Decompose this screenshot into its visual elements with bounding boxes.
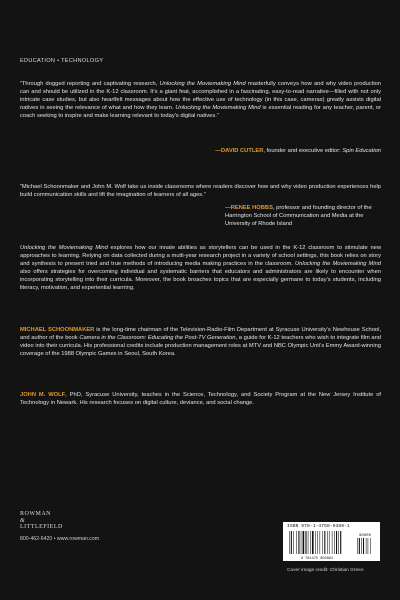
isbn-text: ISBN 978-1-4758-0389-1	[287, 524, 350, 529]
barcode-bar	[357, 538, 358, 554]
barcode-bar	[322, 531, 323, 554]
author-name: MICHAEL SCHOONMAKER	[20, 327, 95, 333]
book-title: Unlocking the Moviemaking Mind	[175, 105, 261, 112]
barcode-bar	[340, 531, 341, 554]
barcode-bar	[315, 531, 316, 554]
barcode-bar	[289, 531, 290, 554]
barcode-bar	[359, 538, 360, 554]
quote-cutler-attribution: —DAVID CUTLER, founder and executive editor: Spin Education	[215, 148, 381, 154]
barcode-bar	[317, 531, 318, 554]
category-label: EDUCATION • TECHNOLOGY	[20, 58, 104, 64]
barcode-bar	[305, 531, 306, 554]
barcode-bar	[334, 531, 335, 554]
publisher-contact: 800-462-6420 • www.rowman.com	[20, 536, 100, 542]
barcode-bar	[301, 531, 302, 554]
price-code: 90000	[358, 534, 372, 538]
barcode-bar	[368, 538, 369, 554]
barcode-bar	[338, 531, 339, 554]
barcode-bar	[329, 531, 330, 554]
quote-hobbs-attribution: —RENEE HOBBS, professor and founding director of the Harrington School of Communication and Media at the University of Rhode Island	[225, 205, 372, 228]
barcode-bar	[336, 531, 337, 554]
quote-cutler: “Through dogged reporting and captivating research, Unlocking the Moviemaking Mind masterfully conveys how and why video production can and should be utilized in the K-12 classroom. It’s a giant feat, accomplished in a fascinating, easy-to-read narrative—filled with not only intricate case studies, but also heartfelt messages about how the effective use of technology (in this case, cameras) greatly assists digital natives in seeing the relevance of what and how they learn. Unlocking the Moviemaking Mind is essential reading for any teacher, parent, or coach seeking to inspire and make learning relevant to today’s digital natives.”	[20, 81, 382, 120]
publisher-logo: ROWMAN & LITTLEFIELD	[20, 511, 63, 531]
barcode-bar	[303, 531, 305, 554]
barcode-panel	[283, 522, 380, 561]
book-description: Unlocking the Moviemaking Mind explores how our innate abilities as storytellers can be used in the K-12 classroom to stimulate new approaches to learning. Relying on data collected during a multi-year research project in a variety of school settings, this book relies on story and synthesis to present tried and true methods of introducing media making practices in the classroom. Unlocking the Moviemaking Mind also offers strategies for overcoming individual and systematic barriers that educators and administrators are likely to encounter when incorporating storytelling into their curricula. Moreover, the book broaches topics that are especially germane to today’s students, including literacy, motivation, and experiential learning.	[20, 245, 381, 292]
barcode-bar	[293, 531, 294, 554]
author-bio-wolf: JOHN M. WOLF, PhD, Syracuse University, teaches in the Science, Technology, and Society Program at the New Jersey Institute of Technology in Newark. His research focuses on digital culture, deviance, and social change.	[20, 392, 382, 407]
barcode-bar	[310, 531, 311, 554]
barcode-bar	[291, 531, 292, 554]
barcode-bar	[361, 538, 362, 554]
barcode-bar	[308, 531, 309, 554]
barcode-bar	[363, 538, 364, 554]
barcode-bar	[370, 538, 371, 554]
book-title: Unlocking the Moviemaking Mind	[294, 261, 381, 268]
barcode-bar	[327, 531, 328, 554]
barcode-bar	[366, 538, 367, 554]
book-title: Unlocking the Moviemaking Mind	[159, 81, 246, 87]
barcode-bar	[298, 531, 299, 554]
barcode-bar	[320, 531, 321, 554]
book-title: Unlocking the Moviemaking Mind	[20, 245, 108, 251]
barcode-bar	[312, 531, 314, 554]
endorser-name: DAVID CUTLER	[220, 148, 264, 154]
author-name: JOHN M. WOLF	[20, 392, 66, 398]
quote-hobbs: “Michael Schoonmaker and John M. Wolf take us inside classrooms where readers discover how and why video production experiences help build communication skills and lift the imagination of learners of all ages.”	[20, 184, 381, 199]
barcode-bar	[324, 531, 325, 554]
cover-image-credit: Cover image credit: Christian Green	[287, 568, 364, 573]
endorser-name: RENEE HOBBS	[230, 205, 273, 211]
author-bio-schoonmaker: MICHAEL SCHOONMAKER is the long-time chairman of the Television-Radio-Film Department at Syracuse University’s Newhouse School, and author of the book Camera in the Classroom: Educating the Post-TV Generation, a guide for K-12 teachers who wish to integrate film and video into their curricula. His professional credits include production management roles at MTV and NBC Olympic Unit’s Emmy Award-winning coverage of the 1988 Olympic Games in Seoul, South Korea.	[20, 327, 381, 358]
barcode-bar	[332, 531, 333, 554]
barcode-icon	[287, 530, 376, 560]
barcode-digits: 9 781475 803891	[300, 557, 334, 560]
barcode-bar	[296, 531, 297, 554]
